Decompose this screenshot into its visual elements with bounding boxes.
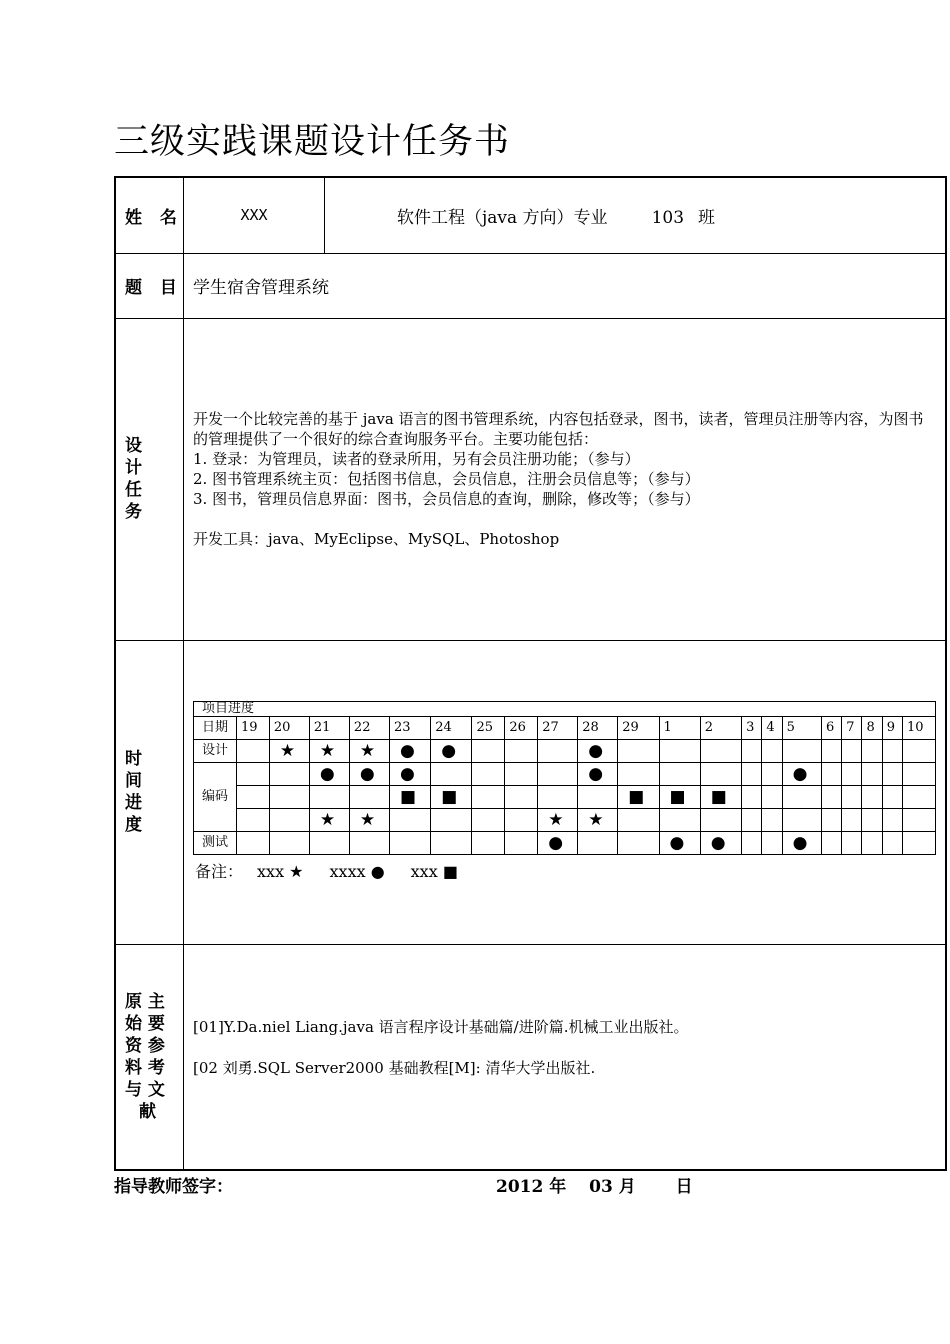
date-cell: 26 [505,716,538,739]
schedule-cell: ● [782,762,821,785]
schedule-task-row [194,785,936,808]
schedule-task-row [194,739,936,762]
schedule-cell: ● [309,762,349,785]
legend-prefix: 备注： [195,861,244,881]
schedule-cell: ● [431,739,472,762]
task-intro: 开发一个比较完善的基于 java 语言的图书管理系统，内容包括登录，图书，读者，管理员注册等内容，为图书的管理提供了一个很好的综合查询服务平台。主要功能包括： [193,410,924,448]
teacher-sign-label: 指导教师签字： [114,1177,233,1197]
schedule-cell [782,785,821,808]
schedule-legend [193,859,936,882]
date-cell: 22 [349,716,389,739]
schedule-cell [902,739,935,762]
schedule-cell: ■ [389,785,430,808]
schedule-cell [659,762,700,785]
schedule-cell [505,762,538,785]
schedule-cell [742,739,762,762]
refs-label-line: 料 考 [125,1057,165,1078]
refs-row [115,944,946,1170]
task-row [115,318,946,640]
schedule-cell [862,739,882,762]
schedule-cell: ● [782,831,821,854]
schedule-cell: ★ [349,739,389,762]
schedule-label [115,640,184,944]
task-label-char: 务 [125,502,142,522]
schedule-cell [762,785,782,808]
task-content [184,318,947,640]
schedule-cell [862,808,882,831]
schedule-cell [349,785,389,808]
schedule-cell [782,808,821,831]
schedule-cell [862,785,882,808]
topic-value: 学生宿舍管理系统 [184,253,947,318]
schedule-cell [618,762,659,785]
schedule-cell [309,831,349,854]
schedule-cell [882,785,902,808]
schedule-cell: ■ [659,785,700,808]
schedule-cell [700,808,741,831]
schedule-cell: ● [389,739,430,762]
schedule-cell [431,808,472,831]
schedule-cell [700,762,741,785]
page-title: 三级实践课题设计任务书 [114,122,511,162]
refs-label-line: 资 参 [125,1035,165,1056]
legend-square: xxx ■ [410,861,458,881]
date-cell: 9 [882,716,902,739]
refs-label-line: 与 文 [125,1079,165,1100]
schedule-cell: ● [389,762,430,785]
date-cell: 23 [389,716,430,739]
schedule-cell [842,762,862,785]
schedule-cell [842,785,862,808]
schedule-cell: ■ [700,785,741,808]
schedule-cell [578,831,618,854]
phase-label: 测试 [194,831,237,854]
schedule-cell: ★ [349,808,389,831]
refs-label-line: 始 要 [125,1013,165,1034]
schedule-cell [742,831,762,854]
task-form-table [114,176,947,1171]
schedule-cell [882,808,902,831]
schedule-cell [821,831,841,854]
schedule-label-char: 进 [125,793,142,813]
schedule-task-row [194,831,936,854]
schedule-cell [269,831,309,854]
schedule-task-row [194,762,936,785]
schedule-cell [349,831,389,854]
schedule-cell [862,831,882,854]
schedule-cell [269,762,309,785]
schedule-cell [578,785,618,808]
date-cell: 28 [578,716,618,739]
schedule-cell [237,739,270,762]
schedule-cell [389,808,430,831]
task-label-char: 任 [125,480,142,500]
schedule-cell [882,831,902,854]
schedule-cell [309,785,349,808]
schedule-cell [821,762,841,785]
reference-item: [01]Y.Da.niel Liang.java 语言程序设计基础篇/进阶篇.机械工业出版社。 [193,1017,689,1036]
refs-label-line: 献 [139,1101,156,1122]
schedule-cell [472,762,505,785]
schedule-cell [742,808,762,831]
date-cell: 5 [782,716,821,739]
schedule-content [184,640,947,944]
schedule-cell: ● [578,739,618,762]
schedule-label-char: 度 [125,815,142,835]
date-label: 日期 [194,716,237,739]
schedule-cell [659,739,700,762]
schedule-cell [902,831,935,854]
schedule-cell [472,739,505,762]
date-cell: 25 [472,716,505,739]
date-cell: 19 [237,716,270,739]
topic-label: 题 目 [115,253,184,318]
schedule-cell [762,739,782,762]
schedule-cell [618,808,659,831]
task-label-char: 计 [125,458,142,478]
class-number: 103 [651,207,685,228]
date-cell: 29 [618,716,659,739]
date-cell: 2 [700,716,741,739]
schedule-cell [237,808,270,831]
schedule-cell [882,762,902,785]
name-label: 姓 名 [115,177,184,253]
schedule-cell [237,785,270,808]
schedule-cell [659,808,700,831]
schedule-cell: ● [538,831,578,854]
date-cell: 24 [431,716,472,739]
schedule-cell [782,739,821,762]
refs-label [115,944,184,1170]
schedule-cell [505,739,538,762]
schedule-cell [902,808,935,831]
schedule-cell: ● [700,831,741,854]
schedule-cell [538,739,578,762]
date-cell: 27 [538,716,578,739]
schedule-cell [762,808,782,831]
name-row [115,177,946,253]
phase-label: 编码 [194,762,237,831]
major-text: 软件工程（java 方向）专业 [397,207,608,228]
sign-date: 2012 年 03 月 日 [496,1177,693,1197]
date-cell: 4 [762,716,782,739]
schedule-cell [472,831,505,854]
schedule-cell [269,785,309,808]
date-cell: 20 [269,716,309,739]
date-cell: 1 [659,716,700,739]
schedule-cell [700,739,741,762]
schedule-header: 项目进度 [194,701,936,716]
schedule-cell: ★ [309,808,349,831]
schedule-cell [431,762,472,785]
schedule-task-row [194,808,936,831]
schedule-table [193,701,936,855]
schedule-cell: ★ [309,739,349,762]
date-cell: 7 [842,716,862,739]
schedule-cell: ★ [269,739,309,762]
schedule-cell [618,831,659,854]
class-word: 班 [698,207,716,228]
date-cell: 8 [862,716,882,739]
date-cell: 6 [821,716,841,739]
schedule-row [115,640,946,944]
phase-label: 设计 [194,739,237,762]
schedule-cell: ■ [431,785,472,808]
schedule-cell [842,739,862,762]
schedule-cell [821,785,841,808]
dev-tools: 开发工具：java、MyEclipse、MySQL、Photoshop [193,530,560,548]
schedule-cell [505,831,538,854]
legend-star: xxx ★ [257,861,304,881]
task-label-char: 设 [125,436,142,456]
schedule-cell [538,785,578,808]
schedule-cell [742,762,762,785]
schedule-cell [882,739,902,762]
schedule-cell [821,739,841,762]
schedule-cell [505,808,538,831]
schedule-cell [389,831,430,854]
schedule-label-char: 间 [125,771,142,791]
schedule-label-char: 时 [125,749,142,769]
major-class-cell [325,177,947,253]
schedule-cell [902,762,935,785]
schedule-cell [472,808,505,831]
legend-dot: xxxx ● [329,861,385,881]
schedule-cell [618,739,659,762]
schedule-cell [821,808,841,831]
task-item: 3. 图书，管理员信息界面：图书，会员信息的查询，删除，修改等；（参与） [193,490,700,508]
date-cell: 10 [902,716,935,739]
schedule-cell [862,762,882,785]
schedule-cell [762,762,782,785]
schedule-cell: ★ [578,808,618,831]
schedule-cell [472,785,505,808]
refs-label-line: 原 主 [125,991,165,1012]
schedule-cell [505,785,538,808]
reference-item: [02 刘勇.SQL Server2000 基础教程[M]: 清华大学出版社. [193,1058,596,1077]
schedule-cell [237,831,270,854]
schedule-cell: ■ [618,785,659,808]
schedule-cell [842,831,862,854]
schedule-cell [902,785,935,808]
date-cell: 21 [309,716,349,739]
student-name: XXX [184,177,325,253]
schedule-cell: ● [349,762,389,785]
schedule-cell [742,785,762,808]
task-item: 2. 图书管理系统主页：包括图书信息，会员信息，注册会员信息等；（参与） [193,470,700,488]
schedule-cell: ★ [538,808,578,831]
date-cell: 3 [742,716,762,739]
task-label [115,318,184,640]
schedule-cell [538,762,578,785]
schedule-cell [762,831,782,854]
schedule-cell [269,808,309,831]
topic-row [115,253,946,318]
schedule-cell [431,831,472,854]
schedule-cell [842,808,862,831]
schedule-cell [237,762,270,785]
refs-content [184,944,947,1170]
schedule-cell: ● [659,831,700,854]
schedule-cell: ● [578,762,618,785]
task-item: 1. 登录：为管理员，读者的登录所用，另有会员注册功能；（参与） [193,450,640,468]
